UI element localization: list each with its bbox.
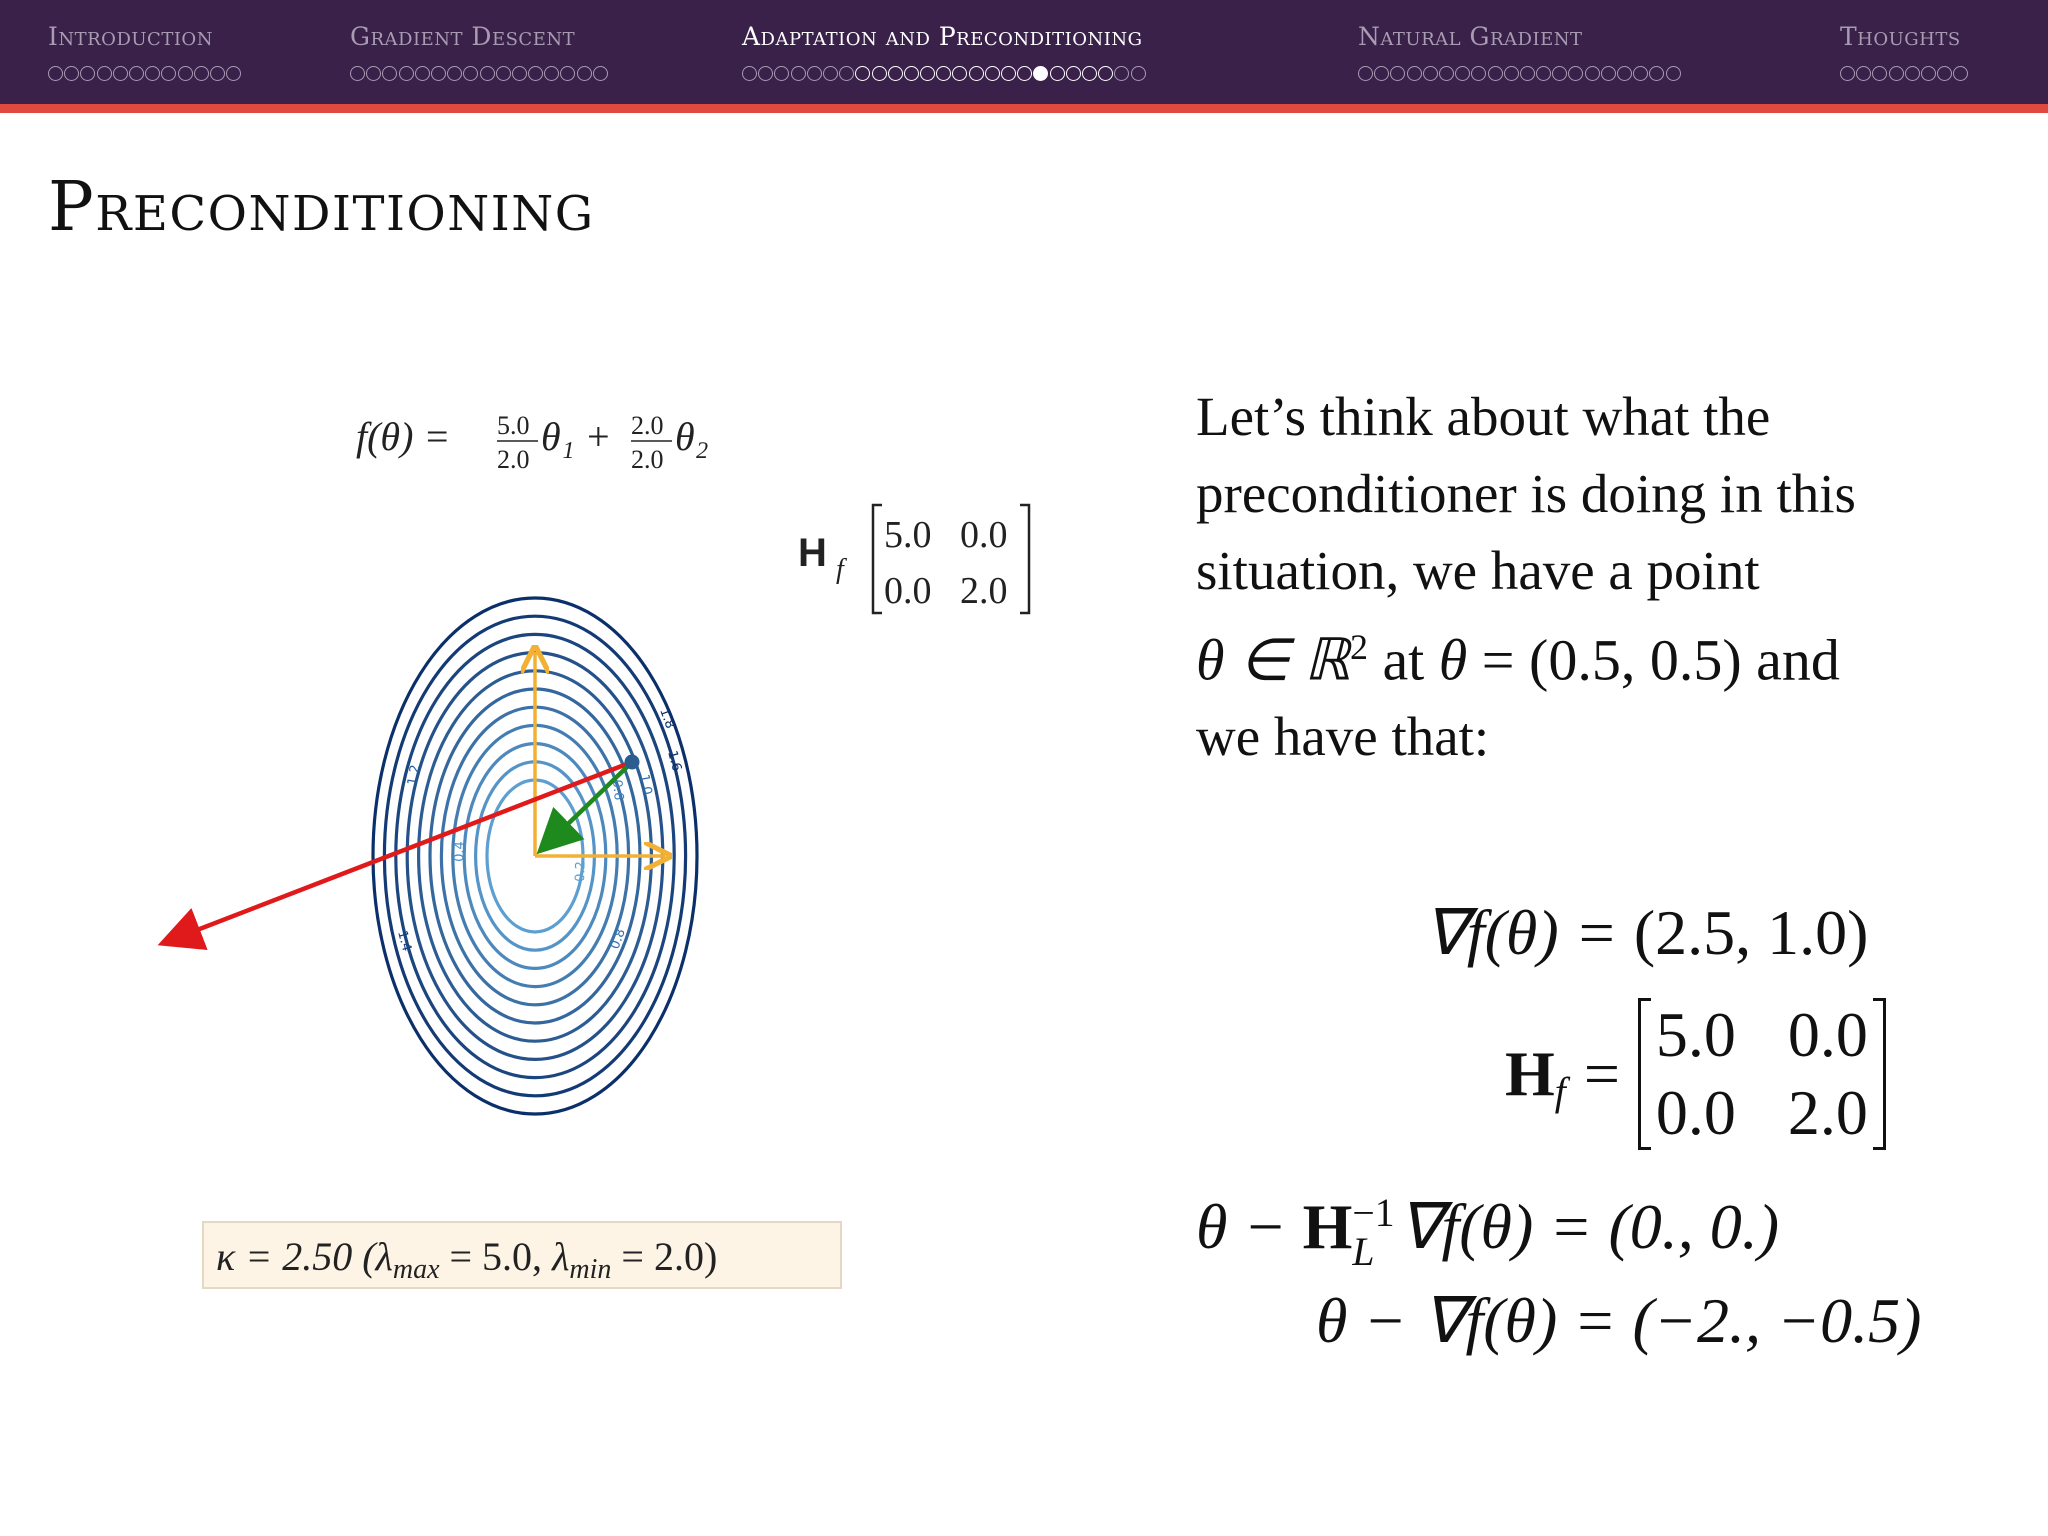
gradient-rhs: (2.5, 1.0) xyxy=(1633,897,1869,968)
newton-theta: θ − xyxy=(1196,1191,1303,1262)
nav-dot[interactable] xyxy=(1872,66,1887,81)
nav-dot[interactable] xyxy=(496,66,511,81)
nav-dot[interactable] xyxy=(593,66,608,81)
nav-dot[interactable] xyxy=(512,66,527,81)
nav-dot[interactable] xyxy=(823,66,838,81)
contour-label: 1.0 xyxy=(636,773,655,797)
nav-dot[interactable] xyxy=(399,66,414,81)
newton-rest: ∇f(θ) = (0., 0.) xyxy=(1398,1191,1780,1262)
gradient-lhs: ∇f(θ) = xyxy=(1424,897,1634,968)
nav-dot[interactable] xyxy=(807,66,822,81)
nav-dot[interactable] xyxy=(839,66,854,81)
nav-dot[interactable] xyxy=(560,66,575,81)
nav-section-title[interactable]: Thoughts xyxy=(1840,22,1961,51)
nav-dot[interactable] xyxy=(64,66,79,81)
coef-b-denominator: 2.0 xyxy=(631,445,664,474)
contour-label: 1.6 xyxy=(664,749,684,774)
nav-dot[interactable] xyxy=(382,66,397,81)
superscript: 2 xyxy=(1349,627,1368,667)
matrix-cell: 0.0 xyxy=(1787,999,1868,1070)
nav-dot[interactable] xyxy=(145,66,160,81)
nav-dot[interactable] xyxy=(1504,66,1519,81)
nav-dot[interactable] xyxy=(577,66,592,81)
function-formula xyxy=(356,411,709,474)
nav-dot[interactable] xyxy=(1937,66,1952,81)
nav-dot[interactable] xyxy=(1455,66,1470,81)
gradient-arrow xyxy=(166,762,632,942)
nav-dot[interactable] xyxy=(952,66,967,81)
nav-progress-dots[interactable] xyxy=(742,66,1146,86)
contour-label: 1.8 xyxy=(656,706,678,731)
nav-dot[interactable] xyxy=(774,66,789,81)
nav-dot[interactable] xyxy=(1131,66,1146,81)
nav-dot[interactable] xyxy=(1905,66,1920,81)
nav-dot[interactable] xyxy=(791,66,806,81)
inverse-superscript: −1 xyxy=(1352,1190,1395,1235)
nav-dot[interactable] xyxy=(1050,66,1065,81)
nav-section-title[interactable]: Adaptation and Preconditioning xyxy=(742,22,1143,51)
nav-dot[interactable] xyxy=(904,66,919,81)
term-1: θ₁ + xyxy=(541,414,612,459)
nav-dot[interactable] xyxy=(855,66,870,81)
nav-dot[interactable] xyxy=(1520,66,1535,81)
current-point-marker xyxy=(625,755,640,770)
condition-number-box xyxy=(203,1222,841,1288)
nav-dot[interactable] xyxy=(97,66,112,81)
nav-dot[interactable] xyxy=(1407,66,1422,81)
coef-a-numerator: 5.0 xyxy=(497,411,530,440)
slide-title: Preconditioning xyxy=(48,168,595,247)
contour-figure xyxy=(0,380,1100,1340)
matrix-cell: 2.0 xyxy=(1787,1077,1868,1148)
paragraph-line: situation, we have a point xyxy=(1196,540,1760,601)
nav-dot[interactable] xyxy=(480,66,495,81)
newton-step-equation xyxy=(1196,1190,1779,1273)
nav-dot[interactable] xyxy=(1488,66,1503,81)
nav-dot[interactable] xyxy=(366,66,381,81)
paragraph-line-math xyxy=(1196,609,1956,698)
nav-dot[interactable] xyxy=(1585,66,1600,81)
nav-dot[interactable] xyxy=(872,66,887,81)
nav-dot[interactable] xyxy=(1390,66,1405,81)
nav-dot[interactable] xyxy=(1568,66,1583,81)
nav-dot[interactable] xyxy=(1889,66,1904,81)
matrix-cell: 5.0 xyxy=(1655,999,1736,1070)
hessian-subscript: f xyxy=(1554,1070,1566,1114)
nav-dot[interactable] xyxy=(936,66,951,81)
nav-dot[interactable] xyxy=(463,66,478,81)
point-value: = (0.5, 0.5) and xyxy=(1467,627,1840,693)
matrix-cell: 0.0 xyxy=(960,514,1008,556)
hessian-subscript: L xyxy=(1352,1230,1375,1275)
nav-dot[interactable] xyxy=(1649,66,1664,81)
paragraph-line: preconditioner is doing in this xyxy=(1196,463,1856,524)
nav-dot[interactable] xyxy=(920,66,935,81)
nav-section-title[interactable]: Introduction xyxy=(48,22,213,51)
nav-dot[interactable] xyxy=(1082,66,1097,81)
nav-dot[interactable] xyxy=(129,66,144,81)
hessian-symbol: H xyxy=(1505,1038,1555,1109)
nav-dot[interactable] xyxy=(1666,66,1681,81)
explanation-paragraph xyxy=(1196,378,1956,775)
contour-label: 0.6 xyxy=(609,779,626,801)
equals-sign: = xyxy=(1583,1038,1620,1109)
nav-dot[interactable] xyxy=(1066,66,1081,81)
matrix-cell: 0.0 xyxy=(1655,1077,1736,1148)
nav-dot[interactable] xyxy=(969,66,984,81)
theta-symbol: θ xyxy=(1438,627,1468,693)
nav-dot[interactable] xyxy=(80,66,95,81)
nav-dot[interactable] xyxy=(178,66,193,81)
nav-progress-dots[interactable] xyxy=(48,66,241,86)
gradient-equation xyxy=(1424,896,1868,970)
matrix-cell: 5.0 xyxy=(884,514,932,556)
term-2: θ₂ xyxy=(675,414,709,459)
nav-dot[interactable] xyxy=(1423,66,1438,81)
nav-progress-dots[interactable] xyxy=(350,66,608,86)
nav-dot[interactable] xyxy=(1536,66,1551,81)
hessian-symbol: H xyxy=(798,531,827,575)
nav-dot[interactable] xyxy=(1098,66,1113,81)
nav-dot[interactable] xyxy=(1471,66,1486,81)
nav-dot[interactable] xyxy=(194,66,209,81)
contour-label: 0.8 xyxy=(607,926,629,952)
coef-b-numerator: 2.0 xyxy=(631,411,664,440)
contour-label: 0.4 xyxy=(452,840,468,863)
nav-dot[interactable] xyxy=(1633,66,1648,81)
nav-dot[interactable] xyxy=(1552,66,1567,81)
nav-dot[interactable] xyxy=(742,66,757,81)
nav-dot[interactable] xyxy=(447,66,462,81)
nav-dot[interactable] xyxy=(48,66,63,81)
hessian-equation xyxy=(1505,996,1886,1152)
nav-dot[interactable] xyxy=(226,66,241,81)
nav-dot[interactable] xyxy=(1374,66,1389,81)
bracket-left xyxy=(873,505,882,613)
nav-dot[interactable] xyxy=(758,66,773,81)
nav-dot[interactable] xyxy=(1114,66,1129,81)
contour-label: 0.2 xyxy=(573,860,589,883)
text-at: at xyxy=(1367,627,1439,693)
nav-dot[interactable] xyxy=(544,66,559,81)
nav-dot[interactable] xyxy=(210,66,225,81)
nav-dot[interactable] xyxy=(985,66,1000,81)
condition-number-text: κ = 2.50 ($\lambda_{max} = 5.0$, $\lambda_{min} = 2.0$) xyxy=(216,1234,718,1285)
nav-dot[interactable] xyxy=(1840,66,1855,81)
nav-dot[interactable] xyxy=(1017,66,1032,81)
nav-section-title[interactable]: Natural Gradient xyxy=(1358,22,1583,51)
nav-section-title[interactable]: Gradient Descent xyxy=(350,22,576,51)
nav-dot[interactable] xyxy=(431,66,446,81)
bracket-right xyxy=(1020,505,1029,613)
nav-dot[interactable] xyxy=(1358,66,1373,81)
hessian-matrix xyxy=(1638,996,1886,1152)
matrix-cell: 0.0 xyxy=(884,570,932,612)
nav-dot[interactable] xyxy=(1601,66,1616,81)
contour-label: 1.2 xyxy=(405,763,424,787)
nav-dot[interactable] xyxy=(113,66,128,81)
nav-dot[interactable] xyxy=(1921,66,1936,81)
nav-dot[interactable] xyxy=(415,66,430,81)
nav-dot[interactable] xyxy=(161,66,176,81)
gd-step-equation xyxy=(1316,1284,1921,1358)
nav-dot[interactable] xyxy=(1953,66,1968,81)
paragraph-line: Let’s think about what the xyxy=(1196,386,1771,447)
hessian-subscript: f xyxy=(836,554,844,585)
hessian-symbol: H xyxy=(1302,1191,1353,1262)
nav-accent-rule xyxy=(0,104,2048,113)
nav-dot[interactable] xyxy=(1001,66,1016,81)
paragraph-line: we have that: xyxy=(1196,706,1490,768)
matrix-cell: 2.0 xyxy=(960,570,1008,612)
nav-progress-dots[interactable] xyxy=(1358,66,1681,86)
nav-dot[interactable] xyxy=(528,66,543,81)
gd-text: θ − ∇f(θ) = (−2., −0.5) xyxy=(1316,1285,1922,1356)
coef-a-denominator: 2.0 xyxy=(497,445,530,474)
theta-in-r2: θ ∈ ℝ xyxy=(1196,627,1350,693)
nav-dot[interactable] xyxy=(888,66,903,81)
hessian-label xyxy=(798,505,1029,613)
nav-dot-current[interactable] xyxy=(1033,66,1048,81)
nav-dot[interactable] xyxy=(1617,66,1632,81)
nav-dot[interactable] xyxy=(1856,66,1871,81)
function-prefix: f(θ) = xyxy=(356,414,451,459)
nav-dot[interactable] xyxy=(350,66,365,81)
nav-progress-dots[interactable] xyxy=(1840,66,1968,86)
nav-dot[interactable] xyxy=(1439,66,1454,81)
navigation-bar xyxy=(0,0,2048,104)
contour-label: 1.4 xyxy=(394,929,414,954)
